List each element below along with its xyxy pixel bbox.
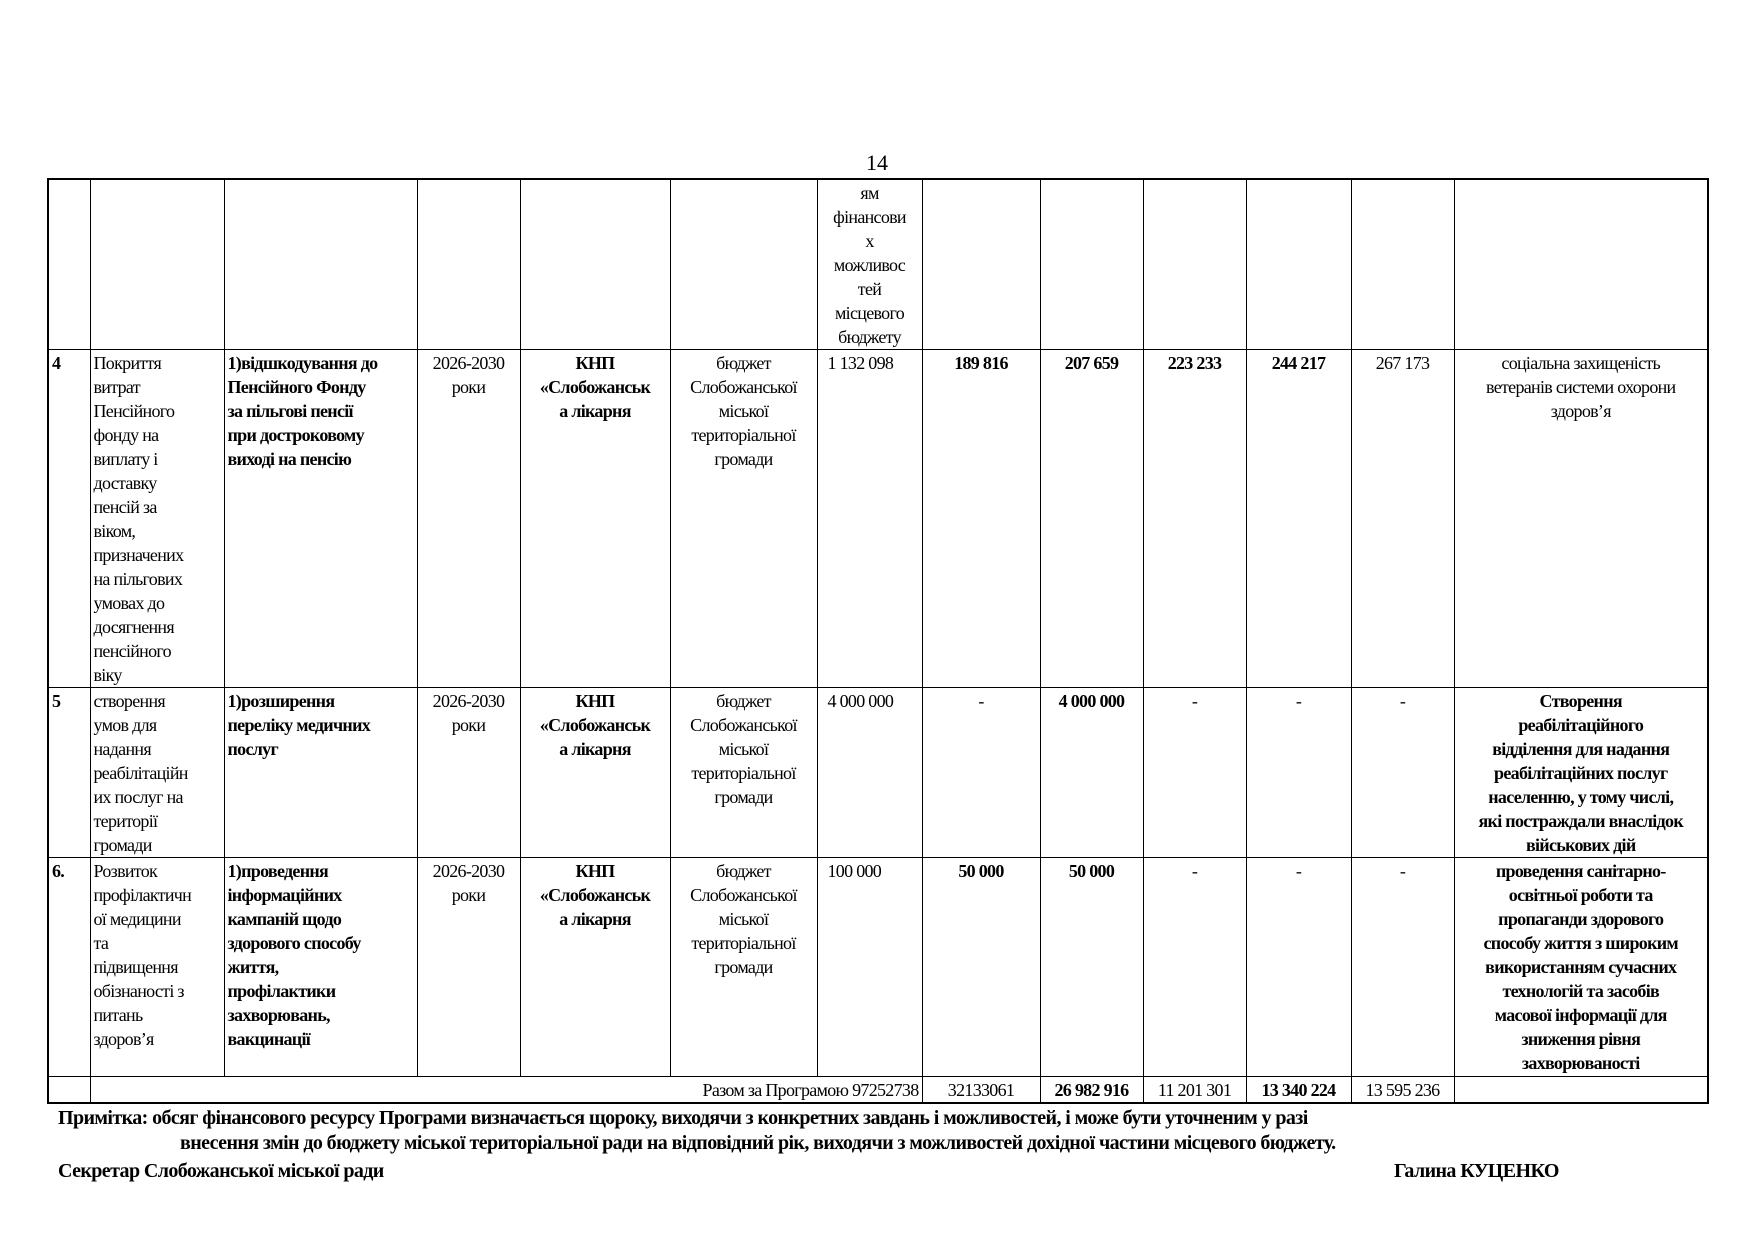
cell-number [48,350,90,688]
cell-line: бюджет [716,861,771,881]
cell-line: 2026-2030 [432,861,505,881]
cell-term [417,350,520,688]
cell-source [670,688,817,858]
cell-line: 4 [52,353,61,373]
cell-line: 267 173 [1375,353,1430,373]
cell-line: витрат [93,377,140,397]
cell-line: 2026-2030 [432,691,505,711]
cell-line: Створення [1539,691,1622,711]
cell-amount-2029 [1246,858,1351,1077]
cell-line: кампаній щодо [227,909,342,929]
cell-line: населенню, у тому числі, [1488,787,1674,807]
cell-line: Покриття [93,353,162,373]
cell-amount-2030 [1351,179,1454,350]
cell-line: здорового способу [227,933,361,953]
cell-line: за пільгові пенсії [227,401,353,421]
cell-line: ям [860,183,879,203]
cell-amount-2028 [1143,858,1246,1077]
cell-line: ветеранів системи охорони [1486,377,1676,397]
note-line-2: внесення змін до бюджету міської територіальної ради на відповідний рік, виходячи з можливостей дохідної частини місцевого бюджету. [180,1132,1336,1154]
total-label: Разом за Програмою 97252738 [90,1077,922,1104]
cell-line: пенсійного [93,641,171,661]
cell-line: пенсій за [93,497,157,517]
cell-task [90,858,224,1077]
cell-line: 207 659 [1064,353,1119,373]
cell-line: - [1191,861,1198,881]
cell-line: 2026-2030 [432,353,505,373]
cell-line: способу життя з широким [1483,933,1678,953]
cell-amount-total [817,350,922,688]
cell-amount-total [817,179,922,350]
cell-task [90,179,224,350]
cell-line: - [1399,691,1406,711]
cell-line: громади [93,835,152,855]
cell-line: питань [93,1005,143,1025]
cell-source [670,350,817,688]
cell-line: можливос [833,255,906,275]
cell-measures [224,858,417,1077]
program-table [47,178,1709,1104]
cell-line: та [93,933,109,953]
cell-amount-2026 [922,350,1040,688]
cell-line: захворюваності [1521,1053,1640,1073]
cell-line: роки [451,715,486,735]
cell-line: 189 816 [954,353,1008,373]
cell-line: соціальна захищеність [1501,353,1661,373]
cell-expected-result [1454,350,1708,688]
cell-line: Розвиток [93,861,158,881]
cell-line: профілактики [227,981,336,1001]
cell-source [670,179,817,350]
cell-number [48,688,90,858]
cell-line: послуг [227,739,278,759]
cell-line: призначених [93,545,184,565]
cell-line: ої медицини [93,909,181,929]
cell-line: 50 000 [1068,861,1115,881]
cell-line: підвищення [93,957,178,977]
cell-line: 1)проведення [227,861,329,881]
cell-expected-result [1454,858,1708,1077]
cell-line: громади [714,957,773,977]
cell-number [48,179,90,350]
cell-line: 244 217 [1271,353,1326,373]
cell-line: умовах до [93,593,165,613]
cell-line: 50 000 [958,861,1004,881]
cell-amount-2030 [1351,350,1454,688]
cell-amount-2026 [922,179,1040,350]
signatory-name: Галина КУЦЕНКО [1394,1160,1559,1182]
total-row [48,1077,1708,1104]
cell-line: проведення санітарно- [1495,861,1666,881]
cell-line: вакцинації [227,1029,311,1049]
cell-amount-2027 [1040,179,1143,350]
cell-line: віку [93,665,122,685]
cell-line: тей [857,279,882,299]
cell-measures [224,350,417,688]
cell-line: міської [718,401,769,421]
cell-line: територіальної [691,933,796,953]
cell-line: - [1399,861,1406,881]
cell-line: х [865,231,874,251]
cell-line: територіальної [691,763,796,783]
total-value: 11 201 301 [1143,1077,1246,1104]
cell-line: их послуг на [93,787,183,807]
cell-line: освітньої роботи та [1508,885,1653,905]
table-row [48,179,1708,350]
cell-line: надання [93,739,151,759]
cell-line: виході на пенсію [227,449,352,469]
cell-task [90,350,224,688]
cell-line: досягнення [93,617,174,637]
page-number: 14 [866,150,888,175]
cell-line: місцевого [834,303,904,323]
cell-line: Пенсійного [93,401,175,421]
cell-line: Слобожанської [690,885,797,905]
cell-line: які постраждали внаслідок [1478,811,1683,831]
cell-number [48,858,90,1077]
cell-line: 1)відшкодування до [227,353,378,373]
cell-line: міської [718,909,769,929]
total-value: 13 595 236 [1351,1077,1454,1104]
cell-line: військових дій [1525,835,1636,855]
cell-line: відділення для надання [1492,739,1670,759]
cell-executor [520,688,670,858]
cell-line: реабілітаційного [1518,715,1644,735]
cell-executor [520,179,670,350]
cell-line: роки [451,885,486,905]
cell-line: фонду на [93,425,159,445]
cell-line: міської [718,739,769,759]
table-row [48,350,1708,688]
total-value: 26 982 916 [1040,1077,1143,1104]
cell-line: обізнаності з [93,981,184,1001]
cell-line: «Слобожанськ [539,885,651,905]
cell-amount-2027 [1040,858,1143,1077]
cell-line: 5 [52,691,61,711]
cell-line: КНП [575,861,615,881]
cell-amount-2027 [1040,350,1143,688]
cell-expected-result [1454,179,1708,350]
cell-line: а лікарня [559,401,631,421]
cell-line: 1)розширення [227,691,335,711]
cell-line: профілактичн [93,885,192,905]
cell-amount-2028 [1143,350,1246,688]
cell-line: 223 233 [1167,353,1222,373]
cell-line: життя, [227,957,279,977]
cell-amount-2029 [1246,179,1351,350]
table-row [48,858,1708,1077]
cell-line: реабілітаційн [93,763,188,783]
cell-line: бюджет [716,353,771,373]
cell-line: реабілітаційних послуг [1494,763,1668,783]
cell-amount-2028 [1143,688,1246,858]
cell-line: 100 000 [827,861,882,881]
cell-amount-2027 [1040,688,1143,858]
cell-executor [520,858,670,1077]
cell-line: бюджет [716,691,771,711]
cell-line: Пенсійного Фонду [227,377,366,397]
cell-line: умов для [93,715,157,735]
cell-amount-2029 [1246,688,1351,858]
cell-line: віком, [93,521,136,541]
cell-line: технологій та засобів [1502,981,1660,1001]
cell-line: КНП [575,353,615,373]
cell-line: доставку [93,473,157,493]
cell-line: зниження рівня [1521,1029,1641,1049]
total-result-empty [1454,1077,1708,1104]
cell-term [417,179,520,350]
cell-line: а лікарня [559,739,631,759]
cell-amount-2030 [1351,688,1454,858]
cell-line: Слобожанської [690,377,797,397]
cell-line: при достроковому [227,425,364,445]
cell-amount-total [817,858,922,1077]
cell-line: пропаганди здорового [1498,909,1664,929]
cell-amount-2026 [922,858,1040,1077]
cell-term [417,688,520,858]
cell-task [90,688,224,858]
cell-amount-2029 [1246,350,1351,688]
total-value: 13 340 224 [1246,1077,1351,1104]
cell-line: - [1295,861,1302,881]
cell-line: інформаційних [227,885,342,905]
cell-line: громади [714,787,773,807]
cell-line: 1 132 098 [827,353,894,373]
cell-line: масової інформації для [1494,1005,1667,1025]
cell-term [417,858,520,1077]
cell-line: територіальної [691,425,796,445]
cell-line: території [93,811,158,831]
cell-measures [224,179,417,350]
cell-line: фінансови [833,207,906,227]
cell-source [670,858,817,1077]
cell-line: здоров’я [1550,401,1611,421]
cell-amount-2028 [1143,179,1246,350]
cell-line: 4 000 000 [827,691,894,711]
cell-amount-2026 [922,688,1040,858]
cell-line: переліку медичних [227,715,371,735]
cell-amount-2030 [1351,858,1454,1077]
cell-line: «Слобожанськ [539,715,651,735]
cell-line: виплату і [93,449,158,469]
cell-measures [224,688,417,858]
cell-line: «Слобожанськ [539,377,651,397]
cell-line: на пільгових [93,569,183,589]
cell-line: бюджету [838,327,901,347]
cell-line: - [978,691,984,711]
cell-line: створення [93,691,165,711]
cell-line: 4 000 000 [1058,691,1125,711]
cell-line: роки [451,377,486,397]
cell-executor [520,350,670,688]
total-value: 32133061 [922,1077,1040,1104]
note-line-1: Примітка: обсяг фінансового ресурсу Програми визначається щороку, виходячи з конкретних завдань і можливостей, і може бути уточненим у разі [58,1107,1308,1129]
cell-line: Слобожанської [690,715,797,735]
cell-line: 6. [52,861,65,881]
cell-line: захворювань, [227,1005,330,1025]
cell-line: громади [714,449,773,469]
cell-expected-result [1454,688,1708,858]
secretary-title: Секретар Слобожанської міської ради [58,1160,384,1182]
cell-amount-total [817,688,922,858]
cell-line: - [1191,691,1198,711]
cell-line: використанням сучасних [1485,957,1677,977]
total-empty-cell [48,1077,90,1104]
cell-line: здоров’я [93,1029,154,1049]
cell-line: а лікарня [559,909,631,929]
cell-line: КНП [575,691,615,711]
cell-line: - [1295,691,1302,711]
table-row [48,688,1708,858]
